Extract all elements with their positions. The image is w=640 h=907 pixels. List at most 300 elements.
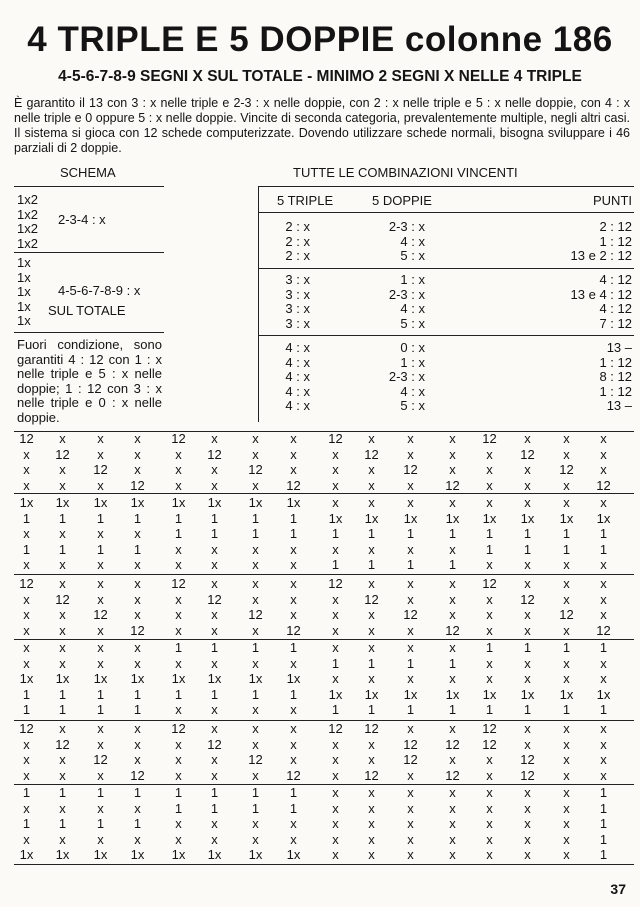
grid-cell: x (59, 431, 66, 446)
grid-cell: 1 (251, 526, 260, 541)
grid-cell: 1 (485, 541, 494, 557)
grid-cell: 1x (207, 671, 222, 686)
grid-cell: x (134, 752, 141, 767)
combo-punti-value: 4 : 12 (599, 301, 632, 316)
grid-cell: 1 (599, 702, 608, 717)
grid-cell: x (252, 431, 259, 446)
grid-cell: x (368, 816, 375, 831)
grid-cell: 12 (445, 767, 460, 783)
grid-cell: 1x (207, 495, 222, 510)
grid-cell: 1 (96, 785, 105, 800)
grid-cell: x (368, 752, 375, 767)
combo-doppie-value: 4 : x (400, 383, 425, 399)
grid-cell: x (252, 767, 259, 783)
combos-col-rule (258, 212, 634, 213)
grid-rule (14, 493, 634, 494)
grid-cell: 1 (406, 702, 415, 717)
grid-cell: x (368, 477, 375, 493)
grid-cell: 1 (22, 785, 31, 800)
grid-cell: 12 (171, 721, 186, 736)
grid-cell: 1x (130, 671, 145, 686)
grid-cell: x (23, 462, 30, 477)
grid-cell: x (252, 576, 259, 591)
schema-double-sign: 1x (17, 255, 31, 270)
grid-cell: 12 (93, 752, 108, 767)
grid-cell: 12 (248, 607, 263, 622)
grid-cell: x (524, 816, 531, 831)
schema-triple-sign: 1x2 (17, 221, 38, 236)
grid-cell: x (332, 671, 339, 686)
grid-cell: 12 (130, 767, 145, 783)
grid-cell: x (252, 477, 259, 493)
grid-cell: 1 (96, 510, 105, 526)
combo-punti-value: 1 : 12 (599, 383, 632, 399)
grid-cell: x (97, 721, 104, 736)
grid-cell: x (563, 557, 570, 572)
combo-triple-value: 3 : x (285, 315, 310, 331)
grid-cell: x (59, 462, 66, 477)
combo-doppie-value: 2-3 : x (388, 369, 425, 384)
combo-punti-value: 8 : 12 (599, 369, 632, 384)
grid-cell: 1 (367, 557, 376, 572)
grid-cell: x (252, 541, 259, 557)
grid-cell: x (486, 831, 493, 847)
grid-cell: x (524, 800, 531, 816)
grid-cell: x (407, 721, 414, 736)
grid-cell: x (97, 557, 104, 572)
grid-cell: 1 (174, 785, 183, 800)
grid-cell: x (290, 557, 297, 572)
grid-cell: 12 (171, 431, 186, 446)
grid-cell: x (175, 462, 182, 477)
grid-cell: x (211, 721, 218, 736)
grid-cell: x (600, 607, 607, 622)
grid-cell: x (449, 800, 456, 816)
grid-cell: 12 (482, 721, 497, 736)
grid-cell: x (563, 655, 570, 671)
grid-cell: 12 (286, 622, 301, 638)
grid-cell: x (290, 607, 297, 622)
grid-cell: x (211, 557, 218, 572)
grid-cell: 1 (58, 785, 67, 800)
grid-cell: x (407, 640, 414, 655)
grid-cell: 1 (599, 847, 608, 862)
grid-cell: 1x (559, 510, 574, 526)
grid-cell: x (252, 655, 259, 671)
grid-cell: 1x (328, 686, 343, 702)
grid-cell: x (134, 655, 141, 671)
grid-cell: x (211, 622, 218, 638)
grid-cell: 1 (523, 541, 532, 557)
grid-cell: x (368, 785, 375, 800)
grid-cell: x (175, 622, 182, 638)
schema-note: Fuori condizione, sono garantiti 4 : 12 con 1 : x nelle triple e 5 : x nelle doppie; 1 : 12 con 3 : x nelle triple e 0 : x nelle doppie. (17, 337, 162, 425)
grid-cell: 12 (93, 607, 108, 622)
page-number: 37 (610, 881, 626, 897)
grid-cell: x (290, 431, 297, 446)
grid-cell: x (134, 721, 141, 736)
grid-cell: x (563, 785, 570, 800)
grid-cell: 1x (130, 495, 145, 510)
grid-cell: x (600, 431, 607, 446)
combo-triple-value: 4 : x (285, 383, 310, 399)
grid-cell: 12 (19, 431, 34, 446)
grid-cell: 1 (599, 541, 608, 557)
grid-cell: x (211, 541, 218, 557)
grid-cell: 12 (286, 477, 301, 493)
grid-cell: x (134, 446, 141, 462)
grid-cell: 1 (331, 557, 340, 572)
grid-cell: x (449, 462, 456, 477)
grid-cell: x (290, 816, 297, 831)
grid-cell: x (524, 462, 531, 477)
grid-cell: 12 (596, 622, 611, 638)
grid-cell: x (563, 477, 570, 493)
page-title: 4 TRIPLE E 5 DOPPIE colonne 186 (27, 20, 613, 59)
grid-cell: 1x (364, 510, 379, 526)
combos-col-punti: PUNTI (593, 193, 632, 208)
combo-triple-value: 4 : x (285, 354, 310, 370)
grid-cell: x (407, 800, 414, 816)
grid-cell: x (407, 816, 414, 831)
grid-cell: x (97, 622, 104, 638)
grid-cell: x (134, 831, 141, 847)
grid-cell: 1 (174, 800, 183, 816)
grid-cell: 1 (448, 702, 457, 717)
grid-cell: x (290, 655, 297, 671)
grid-cell: x (59, 721, 66, 736)
grid-cell: 1 (289, 526, 298, 541)
grid-cell: 1 (331, 702, 340, 717)
grid-cell: x (486, 477, 493, 493)
grid-cell: 1 (367, 526, 376, 541)
grid-cell: 1 (523, 526, 532, 541)
grid-cell: 12 (328, 431, 343, 446)
grid-cell: 1 (174, 686, 183, 702)
grid-cell: 1 (599, 831, 608, 847)
schema-triple-condition: 2-3-4 : x (58, 212, 106, 227)
grid-cell: x (563, 622, 570, 638)
grid-cell: 1 (485, 526, 494, 541)
grid-cell: 1x (207, 847, 222, 862)
grid-cell: x (252, 816, 259, 831)
grid-cell: x (134, 800, 141, 816)
schema-double-sign: 1x (17, 298, 31, 314)
schema-triple-sign: 1x2 (17, 235, 38, 251)
grid-cell: x (59, 576, 66, 591)
grid-cell: x (97, 800, 104, 816)
grid-cell: 1x (403, 510, 418, 526)
grid-cell: x (59, 831, 66, 847)
combo-triple-value: 3 : x (285, 301, 310, 316)
grid-cell: x (134, 526, 141, 541)
combo-punti-value: 7 : 12 (599, 315, 632, 331)
grid-cell: 1x (248, 847, 263, 862)
grid-cell: x (23, 591, 30, 607)
grid-cell: x (407, 622, 414, 638)
grid-cell: x (97, 640, 104, 655)
grid-cell: x (332, 541, 339, 557)
grid-cell: x (600, 591, 607, 607)
grid-cell: x (524, 622, 531, 638)
grid-cell: 1x (286, 495, 301, 510)
grid-cell: x (368, 831, 375, 847)
grid-cell: x (59, 655, 66, 671)
grid-cell: 1 (599, 816, 608, 831)
grid-cell: x (563, 495, 570, 510)
grid-cell: 1 (562, 526, 571, 541)
grid-cell: 1x (248, 495, 263, 510)
grid-cell: x (449, 816, 456, 831)
grid-cell: x (211, 655, 218, 671)
grid-cell: 1 (58, 686, 67, 702)
schema-header: SCHEMA (60, 165, 116, 180)
grid-cell: x (368, 462, 375, 477)
grid-cell: x (524, 655, 531, 671)
grid-cell: x (449, 752, 456, 767)
grid-cell: x (23, 736, 30, 752)
grid-cell: x (524, 736, 531, 752)
grid-cell: x (97, 576, 104, 591)
grid-cell: 1x (286, 847, 301, 862)
grid-cell: x (134, 462, 141, 477)
grid-cell: 1 (210, 640, 219, 655)
grid-cell: 12 (482, 431, 497, 446)
grid-cell: x (175, 607, 182, 622)
grid-cell: 1x (171, 847, 186, 862)
grid-cell: x (449, 446, 456, 462)
grid-cell: x (59, 622, 66, 638)
grid-cell: 1 (174, 510, 183, 526)
grid-cell: 1 (289, 510, 298, 526)
grid-cell: x (368, 495, 375, 510)
grid-cell: x (524, 831, 531, 847)
grid-cell: 1 (448, 655, 457, 671)
grid-cell: 1x (55, 495, 70, 510)
grid-cell: x (407, 671, 414, 686)
grid-cell: 1 (133, 702, 142, 717)
grid-cell: 12 (55, 446, 70, 462)
grid-cell: x (368, 431, 375, 446)
schema-triple-sign: 1x2 (17, 192, 38, 207)
grid-cell: x (368, 800, 375, 816)
grid-cell: 1 (58, 541, 67, 557)
grid-cell: 1 (174, 526, 183, 541)
grid-cell: x (600, 495, 607, 510)
combos-group-rule (258, 335, 634, 336)
grid-cell: x (332, 462, 339, 477)
grid-cell: x (368, 622, 375, 638)
grid-cell: 12 (171, 576, 186, 591)
schema-triple-sign: 1x2 (17, 206, 38, 222)
grid-cell: x (97, 446, 104, 462)
grid-cell: x (486, 655, 493, 671)
grid-cell: x (332, 785, 339, 800)
combo-punti-value: 4 : 12 (599, 272, 632, 287)
grid-cell: x (563, 446, 570, 462)
grid-cell: 12 (55, 591, 70, 607)
grid-cell: 1 (599, 800, 608, 816)
grid-cell: 1x (55, 847, 70, 862)
grid-cell: x (449, 576, 456, 591)
schema-double-sign: 1x (17, 284, 31, 299)
grid-cell: 1 (406, 557, 415, 572)
grid-cell: x (600, 462, 607, 477)
grid-cell: x (524, 607, 531, 622)
grid-cell: 1 (133, 816, 142, 831)
grid-cell: 12 (364, 721, 379, 736)
grid-cell: 1 (210, 526, 219, 541)
grid-cell: 1 (599, 785, 608, 800)
schema-bottom-rule (14, 332, 164, 333)
grid-cell: x (290, 702, 297, 717)
grid-cell: x (211, 431, 218, 446)
grid-cell: x (290, 721, 297, 736)
combo-triple-value: 4 : x (285, 340, 310, 355)
grid-cell: x (211, 752, 218, 767)
grid-cell: x (175, 816, 182, 831)
grid-cell: x (486, 607, 493, 622)
grid-cell: 1 (96, 816, 105, 831)
grid-cell: 12 (596, 477, 611, 493)
combos-header-rule (258, 186, 634, 187)
grid-cell: x (332, 767, 339, 783)
grid-cell: x (524, 721, 531, 736)
grid-cell: 1x (93, 847, 108, 862)
grid-cell: x (23, 655, 30, 671)
grid-cell: 1 (251, 686, 260, 702)
grid-cell: x (600, 721, 607, 736)
grid-cell: 12 (328, 721, 343, 736)
grid-cell: x (23, 767, 30, 783)
grid-cell: x (407, 831, 414, 847)
grid-cell: 12 (482, 576, 497, 591)
grid-cell: x (23, 831, 30, 847)
combo-triple-value: 3 : x (285, 272, 310, 287)
grid-cell: 1x (286, 671, 301, 686)
grid-cell: 1 (599, 526, 608, 541)
grid-cell: x (407, 495, 414, 510)
combo-doppie-value: 5 : x (400, 248, 425, 263)
combo-triple-value: 4 : x (285, 369, 310, 384)
grid-cell: x (59, 557, 66, 572)
grid-cell: x (252, 557, 259, 572)
grid-cell: x (134, 591, 141, 607)
grid-cell: 12 (520, 446, 535, 462)
grid-cell: x (97, 831, 104, 847)
grid-cell: x (486, 557, 493, 572)
grid-cell: x (252, 736, 259, 752)
grid-cell: x (97, 736, 104, 752)
grid-cell: 1x (19, 671, 34, 686)
grid-cell: 1x (171, 671, 186, 686)
grid-cell: x (407, 541, 414, 557)
grid-cell: 1 (251, 800, 260, 816)
grid-cell: x (563, 671, 570, 686)
grid-cell: x (449, 831, 456, 847)
grid-cell: x (486, 591, 493, 607)
grid-cell: x (252, 702, 259, 717)
grid-cell: 1 (289, 800, 298, 816)
grid-cell: 1 (58, 510, 67, 526)
grid-cell: x (368, 671, 375, 686)
grid-cell: x (486, 752, 493, 767)
grid-cell: x (407, 785, 414, 800)
grid-cell: x (563, 767, 570, 783)
grid-cell: x (97, 526, 104, 541)
grid-cell: x (332, 607, 339, 622)
grid-cell: x (368, 640, 375, 655)
grid-cell: 12 (364, 767, 379, 783)
grid-cell: x (407, 591, 414, 607)
grid-cell: 1 (96, 686, 105, 702)
grid-cell: 1 (96, 541, 105, 557)
grid-cell: x (368, 736, 375, 752)
combo-doppie-value: 5 : x (400, 398, 425, 413)
grid-cell: x (600, 767, 607, 783)
grid-cell: x (563, 591, 570, 607)
grid-cell: 12 (559, 607, 574, 622)
grid-cell: 12 (286, 767, 301, 783)
grid-cell: 1 (367, 655, 376, 671)
grid-cell: x (211, 607, 218, 622)
grid-cell: 1x (130, 847, 145, 862)
grid-cell: 1 (133, 686, 142, 702)
combo-triple-value: 4 : x (285, 398, 310, 413)
grid-cell: x (175, 752, 182, 767)
grid-cell: x (563, 736, 570, 752)
grid-cell: 1 (133, 510, 142, 526)
grid-cell: x (332, 495, 339, 510)
grid-cell: x (211, 462, 218, 477)
grid-cell: x (175, 831, 182, 847)
grid-cell: x (486, 767, 493, 783)
grid-cell: x (486, 847, 493, 862)
grid-cell: x (332, 816, 339, 831)
grid-cell: 1x (19, 495, 34, 510)
grid-cell: 12 (93, 462, 108, 477)
combo-punti-value: 13 e 4 : 12 (570, 286, 632, 302)
grid-cell: x (252, 591, 259, 607)
grid-cell: x (600, 655, 607, 671)
grid-cell: x (449, 591, 456, 607)
grid-cell: 1 (448, 526, 457, 541)
grid-cell: x (134, 607, 141, 622)
grid-cell: 1 (210, 686, 219, 702)
grid-cell: 1 (599, 640, 608, 655)
grid-cell: x (290, 831, 297, 847)
grid-cell: 1x (364, 686, 379, 702)
grid-cell: x (524, 785, 531, 800)
grid-cell: 12 (403, 736, 418, 752)
grid-cell: x (211, 576, 218, 591)
grid-cell: x (524, 847, 531, 862)
grid-cell: x (59, 800, 66, 816)
combo-doppie-value: 0 : x (400, 340, 425, 355)
grid-rule (14, 574, 634, 575)
schema-divider (14, 252, 164, 253)
grid-cell: 1 (210, 800, 219, 816)
grid-cell: x (290, 462, 297, 477)
grid-cell: x (600, 736, 607, 752)
grid-cell: 12 (364, 591, 379, 607)
grid-cell: 1 (133, 785, 142, 800)
grid-cell: x (524, 495, 531, 510)
grid-cell: 12 (19, 721, 34, 736)
grid-cell: x (23, 557, 30, 572)
grid-cell: x (407, 576, 414, 591)
grid-cell: 12 (445, 622, 460, 638)
